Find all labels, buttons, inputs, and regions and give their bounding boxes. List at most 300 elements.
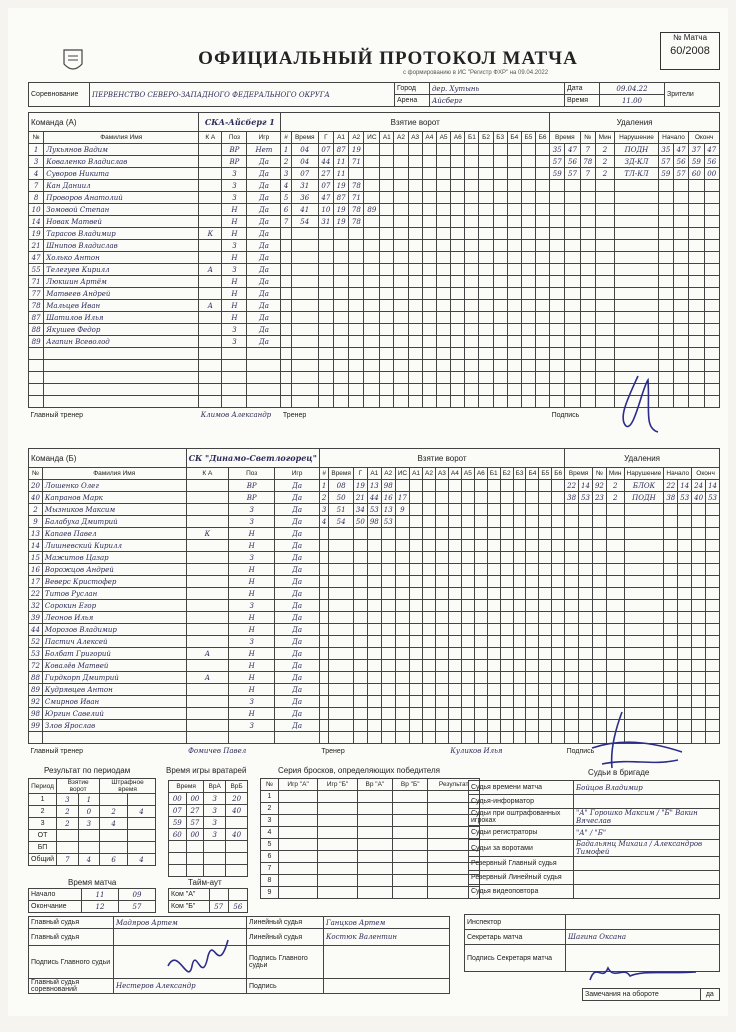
teamA-row xyxy=(29,168,720,180)
teamA-pen-cell xyxy=(658,192,673,204)
teamB-goal-cell xyxy=(435,660,448,672)
teamB-pen-cell xyxy=(678,552,692,564)
teamA-goal-cell xyxy=(436,252,450,264)
teamA-pen-cell: 57 xyxy=(658,156,673,168)
teamB-goal-cell xyxy=(448,564,461,576)
teamA-pen-cell xyxy=(565,216,580,228)
teamA-goal-cell xyxy=(394,384,408,396)
teamB-goal-cell xyxy=(448,540,461,552)
teamB-goal-cell xyxy=(500,600,513,612)
teamA-player-name: Холько Антон xyxy=(44,252,199,264)
teamB-goal-cell xyxy=(552,708,565,720)
teamB-pen-cell xyxy=(592,684,606,696)
teamA-goal-cell xyxy=(436,192,450,204)
teamB-player-no: 14 xyxy=(29,540,43,552)
teamA-pen-cell xyxy=(580,288,595,300)
teamA-goal-col: Б5 xyxy=(521,132,535,144)
teamB-pen-cell xyxy=(624,672,664,684)
teamB-goal-cell xyxy=(552,528,565,540)
teamA-pen-cell xyxy=(704,180,720,192)
teamB-goal-cell xyxy=(526,696,539,708)
goalie-col: ВрА xyxy=(204,781,226,793)
teamB-goal-cell xyxy=(552,504,565,516)
teamB-goal-cell xyxy=(539,504,552,516)
teamB-pen-cell xyxy=(692,612,706,624)
teamB-pen-cell xyxy=(592,600,606,612)
teamA-row xyxy=(29,312,720,324)
teamA-goal-cell xyxy=(349,372,364,384)
teamB-pen-cell xyxy=(624,564,664,576)
teamB-player-pos: ВР xyxy=(229,492,275,504)
teamB-row xyxy=(29,516,720,528)
teamA-goal-cell xyxy=(380,228,394,240)
official-label: Судья видеоповтора xyxy=(469,885,574,899)
teamA-goal-cell: 78 xyxy=(349,180,364,192)
teamA-pen-cell xyxy=(615,336,659,348)
shootout-cell xyxy=(318,815,357,827)
teamB-goal-cell xyxy=(353,696,367,708)
teamA-pen-cell xyxy=(689,360,704,372)
teamA-player-game: Да xyxy=(247,252,281,264)
teamB-player-name: Лошенко Олег xyxy=(42,480,186,492)
teamB-pen-cell xyxy=(579,696,593,708)
teamB-goal-cell xyxy=(526,576,539,588)
teamA-pen-cell xyxy=(595,240,614,252)
teamB-goal-cell xyxy=(410,540,423,552)
goalie-cell: 57 xyxy=(186,817,204,829)
teamA-goal-cell xyxy=(291,252,318,264)
teamB-goal-cell xyxy=(487,492,500,504)
teamA-goal-cell: 27 xyxy=(318,168,333,180)
teamA-row xyxy=(29,288,720,300)
teamB-player-ka xyxy=(186,540,229,552)
teamA-goal-cell xyxy=(349,240,364,252)
teamB-goal-cell xyxy=(500,624,513,636)
teamB-pen-cell xyxy=(692,552,706,564)
teamB-pen-cell: ПОДН xyxy=(624,492,664,504)
teamB-goal-cell xyxy=(329,708,354,720)
teamB-goal-cell xyxy=(552,624,565,636)
teamB-player-pos: Н xyxy=(229,564,275,576)
teamB-pen-cell xyxy=(565,588,579,600)
teamA-goal-cell xyxy=(451,144,465,156)
teamB-player-game xyxy=(275,732,320,744)
goalie-cell xyxy=(186,841,204,853)
teamA-pen-cell xyxy=(550,192,565,204)
timeout-b-minute: 56 xyxy=(228,901,247,913)
teamB-player-game: Да xyxy=(275,528,320,540)
teamB-goal-cell xyxy=(410,660,423,672)
periods-cell: 2 xyxy=(57,818,79,830)
teamB-goal-cell xyxy=(448,600,461,612)
teamB-goal-cell xyxy=(353,720,367,732)
time-value: 11.00 xyxy=(600,95,665,107)
teamA-goal-col: А1 xyxy=(380,132,394,144)
teamB-goal-cell xyxy=(329,600,354,612)
teamB-goal-cell: 53 xyxy=(381,516,395,528)
teamB-goal-cell xyxy=(423,732,436,744)
teamA-goal-cell xyxy=(479,276,493,288)
teamA-goal-cell xyxy=(479,168,493,180)
teamB-goal-cell xyxy=(539,672,552,684)
teamB-goal-cell xyxy=(474,636,487,648)
teamA-goal-cell xyxy=(507,240,521,252)
teamB-pen-cell xyxy=(592,564,606,576)
teamB-pen-cell xyxy=(624,516,664,528)
shootout-col: Игр "Б" xyxy=(318,779,357,791)
teamA-pen-cell xyxy=(580,348,595,360)
teamB-pen-cell xyxy=(692,720,706,732)
teamB-goal-cell xyxy=(367,636,381,648)
teamA-pen-cell xyxy=(580,372,595,384)
goalie-cell: 3 xyxy=(204,829,226,841)
teamB-pen-cell xyxy=(565,600,579,612)
teamA-goal-cell xyxy=(422,252,436,264)
periods-cell: 2 xyxy=(100,806,128,818)
teamB-goal-cell xyxy=(367,720,381,732)
shootout-cell xyxy=(393,887,428,899)
teamB-pen-cell: 53 xyxy=(678,492,692,504)
teamB-player-pos: ВР xyxy=(229,480,275,492)
teamA-pen-cell: 57 xyxy=(674,168,689,180)
teamB-player-pos: Н xyxy=(229,660,275,672)
teamB-pen-cell xyxy=(692,708,706,720)
periods-cell: 1 xyxy=(78,794,100,806)
teamB-player-name: Капаев Павел xyxy=(42,528,186,540)
periods-title: Результат по периодам xyxy=(44,766,131,775)
periods-cell xyxy=(100,830,128,842)
teamB-goal-cell xyxy=(353,672,367,684)
teamB-pen-cell xyxy=(678,696,692,708)
teamA-row xyxy=(29,276,720,288)
teamA-goal-cell xyxy=(535,156,549,168)
teamA-pen-cell: 56 xyxy=(674,156,689,168)
teamB-goal-cell xyxy=(526,660,539,672)
teamA-pen-cell xyxy=(704,288,720,300)
teamA-pen-cell xyxy=(704,216,720,228)
teamA-player-pos xyxy=(222,372,247,384)
teamA-player-game: Да xyxy=(247,336,281,348)
teamA-pen-cell xyxy=(689,300,704,312)
inspector-label: Инспектор xyxy=(465,915,566,930)
teamA-pen-cell xyxy=(689,180,704,192)
comp-ref-label: Главный судья соревнований xyxy=(29,979,114,994)
teamA-pen-cell: 47 xyxy=(565,144,580,156)
secretary-value: Шагина Оксана xyxy=(566,930,720,945)
teamB-player-no: 32 xyxy=(29,600,43,612)
teamB-goal-cell xyxy=(319,624,328,636)
teamB-pen-cell xyxy=(624,696,664,708)
teamB-goal-cell xyxy=(513,540,526,552)
teamB-row xyxy=(29,660,720,672)
teamB-goal-col: Б6 xyxy=(552,468,565,480)
teamB-goal-cell: 50 xyxy=(329,492,354,504)
teamB-goal-cell xyxy=(539,492,552,504)
teamB-goal-cell: 13 xyxy=(367,480,381,492)
teamB-goal-col: Время xyxy=(329,468,354,480)
teamA-goal-cell xyxy=(408,228,422,240)
teamA-goal-cell xyxy=(507,348,521,360)
teamB-goal-cell xyxy=(526,480,539,492)
teamA-pen-cell xyxy=(595,312,614,324)
competition-value: ПЕРВЕНСТВО СЕВЕРО-ЗАПАДНОГО ФЕДЕРАЛЬНОГО ОКРУГА xyxy=(90,83,395,107)
teamA-goal-cell: 07 xyxy=(318,180,333,192)
teamA-goal-cell xyxy=(291,396,318,408)
teamA-goal-cell xyxy=(318,348,333,360)
teamB-goal-cell xyxy=(526,540,539,552)
teamB-goal-cell xyxy=(500,648,513,660)
teamA-goal-cell xyxy=(281,324,291,336)
teamB-player-name: Злов Ярослав xyxy=(42,720,186,732)
teamB-goal-cell xyxy=(500,684,513,696)
teamA-pen-cell xyxy=(595,228,614,240)
teamB-pen-cell: БЛОК xyxy=(624,480,664,492)
teamB-goal-cell xyxy=(552,672,565,684)
teamA-goal-cell xyxy=(535,204,549,216)
teamB-player-no: 20 xyxy=(29,480,43,492)
start-minute: 09 xyxy=(119,889,156,901)
teamB-goal-cell xyxy=(435,528,448,540)
shootout-cell xyxy=(278,827,317,839)
teamA-pen-cell: ЗД-КЛ xyxy=(615,156,659,168)
timeout-a-label: Ком "А" xyxy=(169,889,210,901)
teamA-pen-cell xyxy=(704,336,720,348)
teamB-pen-cell xyxy=(692,696,706,708)
teamB-pen-cell xyxy=(579,660,593,672)
teamB-goal-cell xyxy=(487,516,500,528)
line2-value: Костюк Валентин xyxy=(324,929,450,946)
teamA-goal-cell xyxy=(451,168,465,180)
teamB-goal-cell xyxy=(319,636,328,648)
teamA-pen-cell xyxy=(658,276,673,288)
teamB-pen-cell xyxy=(706,540,720,552)
teamA-goal-cell xyxy=(364,168,380,180)
teamB-player-no: 40 xyxy=(29,492,43,504)
teamA-pen-cell xyxy=(674,276,689,288)
teamB-goal-cell xyxy=(329,552,354,564)
teamB-pen-cell xyxy=(592,696,606,708)
teamA-goal-cell xyxy=(535,192,549,204)
teamB-goal-cell xyxy=(319,684,328,696)
teamB-pen-cell xyxy=(579,600,593,612)
teamB-goal-cell: 2 xyxy=(319,492,328,504)
teamB-goal-cell xyxy=(367,600,381,612)
teamB-goal-cell xyxy=(526,588,539,600)
sign-main2-label: Подпись Главного судьи xyxy=(247,946,324,979)
teamA-goal-cell xyxy=(507,396,521,408)
teamA-player-pos: ВР xyxy=(222,144,247,156)
teamA-pen-col: Мин xyxy=(595,132,614,144)
teamB-row xyxy=(29,492,720,504)
periods-table xyxy=(28,778,156,866)
teamB-goal-cell xyxy=(500,660,513,672)
teamB-player-name: Балабуха Дмитрий xyxy=(42,516,186,528)
teamA-pen-cell xyxy=(674,228,689,240)
teamB-goal-cell xyxy=(539,564,552,576)
teamB-goal-cell xyxy=(500,708,513,720)
teamA-pen-cell xyxy=(580,276,595,288)
teamB-goal-cell xyxy=(552,636,565,648)
teamB-goal-cell xyxy=(319,732,328,744)
periods-cell: 0 xyxy=(78,806,100,818)
teamB-pen-cell xyxy=(606,672,624,684)
teamA-pen-cell: 59 xyxy=(689,156,704,168)
teamB-goal-cell xyxy=(329,588,354,600)
teamA-pen-cell xyxy=(658,264,673,276)
teamB-row xyxy=(29,672,720,684)
teamA-goal-cell xyxy=(422,324,436,336)
teamA-goal-cell xyxy=(465,324,479,336)
teamB-trainer-label: Тренер xyxy=(321,747,345,755)
teamB-player-game: Да xyxy=(275,612,320,624)
teamA-goal-cell xyxy=(380,324,394,336)
date-label: Дата xyxy=(565,83,600,95)
shootout-table xyxy=(260,778,480,899)
teamB-goal-cell xyxy=(500,480,513,492)
teamB-goal-cell xyxy=(487,696,500,708)
teamA-goal-cell xyxy=(318,240,333,252)
teamB-pen-cell xyxy=(565,684,579,696)
teamA-pen-cell xyxy=(658,336,673,348)
shootout-no: 7 xyxy=(261,863,279,875)
teamB-pen-cell xyxy=(678,588,692,600)
shootout-cell xyxy=(278,815,317,827)
teamA-pen-cell xyxy=(565,252,580,264)
teamA-pen-cell xyxy=(674,192,689,204)
teamA-goal-cell xyxy=(318,336,333,348)
summary-section xyxy=(28,766,720,916)
teamA-player-name: Якушев Федор xyxy=(44,324,199,336)
teamA-goal-cell xyxy=(291,288,318,300)
teamB-pen-cell xyxy=(706,708,720,720)
teamA-player-ka: К xyxy=(199,228,222,240)
teamB-goal-cell xyxy=(500,564,513,576)
teamA-goal-cell xyxy=(451,336,465,348)
date-value: 09.04.22 xyxy=(600,83,665,95)
goalie-cell xyxy=(226,853,248,865)
time-label: Время xyxy=(565,95,600,107)
shootout-cell xyxy=(278,875,317,887)
teamB-goal-cell: 54 xyxy=(329,516,354,528)
teamB-goal-cell xyxy=(526,684,539,696)
teamA-pen-cell xyxy=(689,216,704,228)
teamB-goal-cell xyxy=(329,684,354,696)
teamA-goal-cell xyxy=(394,312,408,324)
teamB-goal-cell xyxy=(487,528,500,540)
periods-col: Период xyxy=(29,779,57,794)
teamB-goal-cell xyxy=(319,588,328,600)
teamB-goal-cell xyxy=(381,564,395,576)
teamA-roster-col: № xyxy=(29,132,44,144)
teamA-goal-cell xyxy=(479,252,493,264)
teamB-pen-cell xyxy=(678,660,692,672)
teamA-player-name: Люкшин Артём xyxy=(44,276,199,288)
teamA-goal-cell xyxy=(394,336,408,348)
teamA-goal-cell xyxy=(465,312,479,324)
teamB-goal-cell xyxy=(461,588,474,600)
teamB-goal-cell: 34 xyxy=(353,504,367,516)
teamB-pen-cell xyxy=(678,600,692,612)
official-value xyxy=(574,795,720,809)
teamA-goal-cell xyxy=(380,240,394,252)
teamA-goal-cell xyxy=(394,156,408,168)
goalie-cell: 07 xyxy=(169,805,187,817)
teamB-goal-cell xyxy=(435,588,448,600)
teamB-pen-cell xyxy=(579,528,593,540)
teamA-goal-cell xyxy=(521,252,535,264)
teamA-pen-cell xyxy=(580,228,595,240)
teamB-goal-cell xyxy=(539,516,552,528)
periods-cell xyxy=(57,842,79,854)
teamB-goal-cell xyxy=(448,696,461,708)
teamA-goal-cell xyxy=(507,276,521,288)
teamB-goal-cell xyxy=(410,564,423,576)
periods-cell xyxy=(128,830,156,842)
teamA-goal-cell xyxy=(349,252,364,264)
teamA-pen-cell: 56 xyxy=(565,156,580,168)
teamB-player-no: 44 xyxy=(29,624,43,636)
teamB-pen-cell xyxy=(664,660,678,672)
teamA-goal-cell xyxy=(364,156,380,168)
teamA-goal-cell xyxy=(318,288,333,300)
teamB-pen-cell xyxy=(706,552,720,564)
teamA-goal-cell xyxy=(521,192,535,204)
teamB-pen-cell xyxy=(692,588,706,600)
teamB-roster-col: Игр xyxy=(275,468,320,480)
teamA-player-pos: Н xyxy=(222,300,247,312)
teamB-goal-col: А1 xyxy=(410,468,423,480)
goalie-cell: 00 xyxy=(186,829,204,841)
teamB-goal-cell xyxy=(435,720,448,732)
teamB-goal-cell xyxy=(367,528,381,540)
teamB-goal-cell xyxy=(353,552,367,564)
teamB-goal-cell xyxy=(410,612,423,624)
referee-signature xyxy=(158,926,248,996)
teamB-pen-cell: 38 xyxy=(565,492,579,504)
teamA-pen-cell: 35 xyxy=(658,144,673,156)
teamA-pen-cell xyxy=(689,336,704,348)
teamA-pen-cell xyxy=(595,180,614,192)
teamB-player-pos: Н xyxy=(229,648,275,660)
teamB-player-name: Морозов Владимир xyxy=(42,624,186,636)
teamB-coach-label: Главный тренер xyxy=(30,747,83,755)
teamA-goal-cell xyxy=(394,396,408,408)
teamB-goal-cell xyxy=(410,636,423,648)
shootout-cell xyxy=(278,791,317,803)
teamA-goal-cell xyxy=(291,336,318,348)
teamA-player-game: Нет xyxy=(247,144,281,156)
teamA-goal-cell xyxy=(465,396,479,408)
shootout-title: Серия бросков, определяющих победителя xyxy=(278,766,440,775)
teamA-pen-col: Начало xyxy=(658,132,689,144)
teamB-pen-col: Оконч xyxy=(692,468,720,480)
shootout-cell xyxy=(357,839,392,851)
teamB-player-game: Да xyxy=(275,708,320,720)
teamB-goal-cell xyxy=(500,552,513,564)
teamA-pen-cell: 59 xyxy=(658,168,673,180)
teamA-player-no: 3 xyxy=(29,156,44,168)
teamB-goal-cell xyxy=(319,564,328,576)
teamA-goal-cell xyxy=(493,288,507,300)
teamB-goal-cell xyxy=(474,588,487,600)
teamA-goal-cell xyxy=(364,372,380,384)
match-number-label: № Матча xyxy=(672,33,708,42)
teamA-goal-cell xyxy=(521,156,535,168)
teamB-pen-cell xyxy=(606,648,624,660)
goalie-cell xyxy=(226,841,248,853)
teamB-player-ka: К xyxy=(186,528,229,540)
teamB-goal-cell xyxy=(552,480,565,492)
